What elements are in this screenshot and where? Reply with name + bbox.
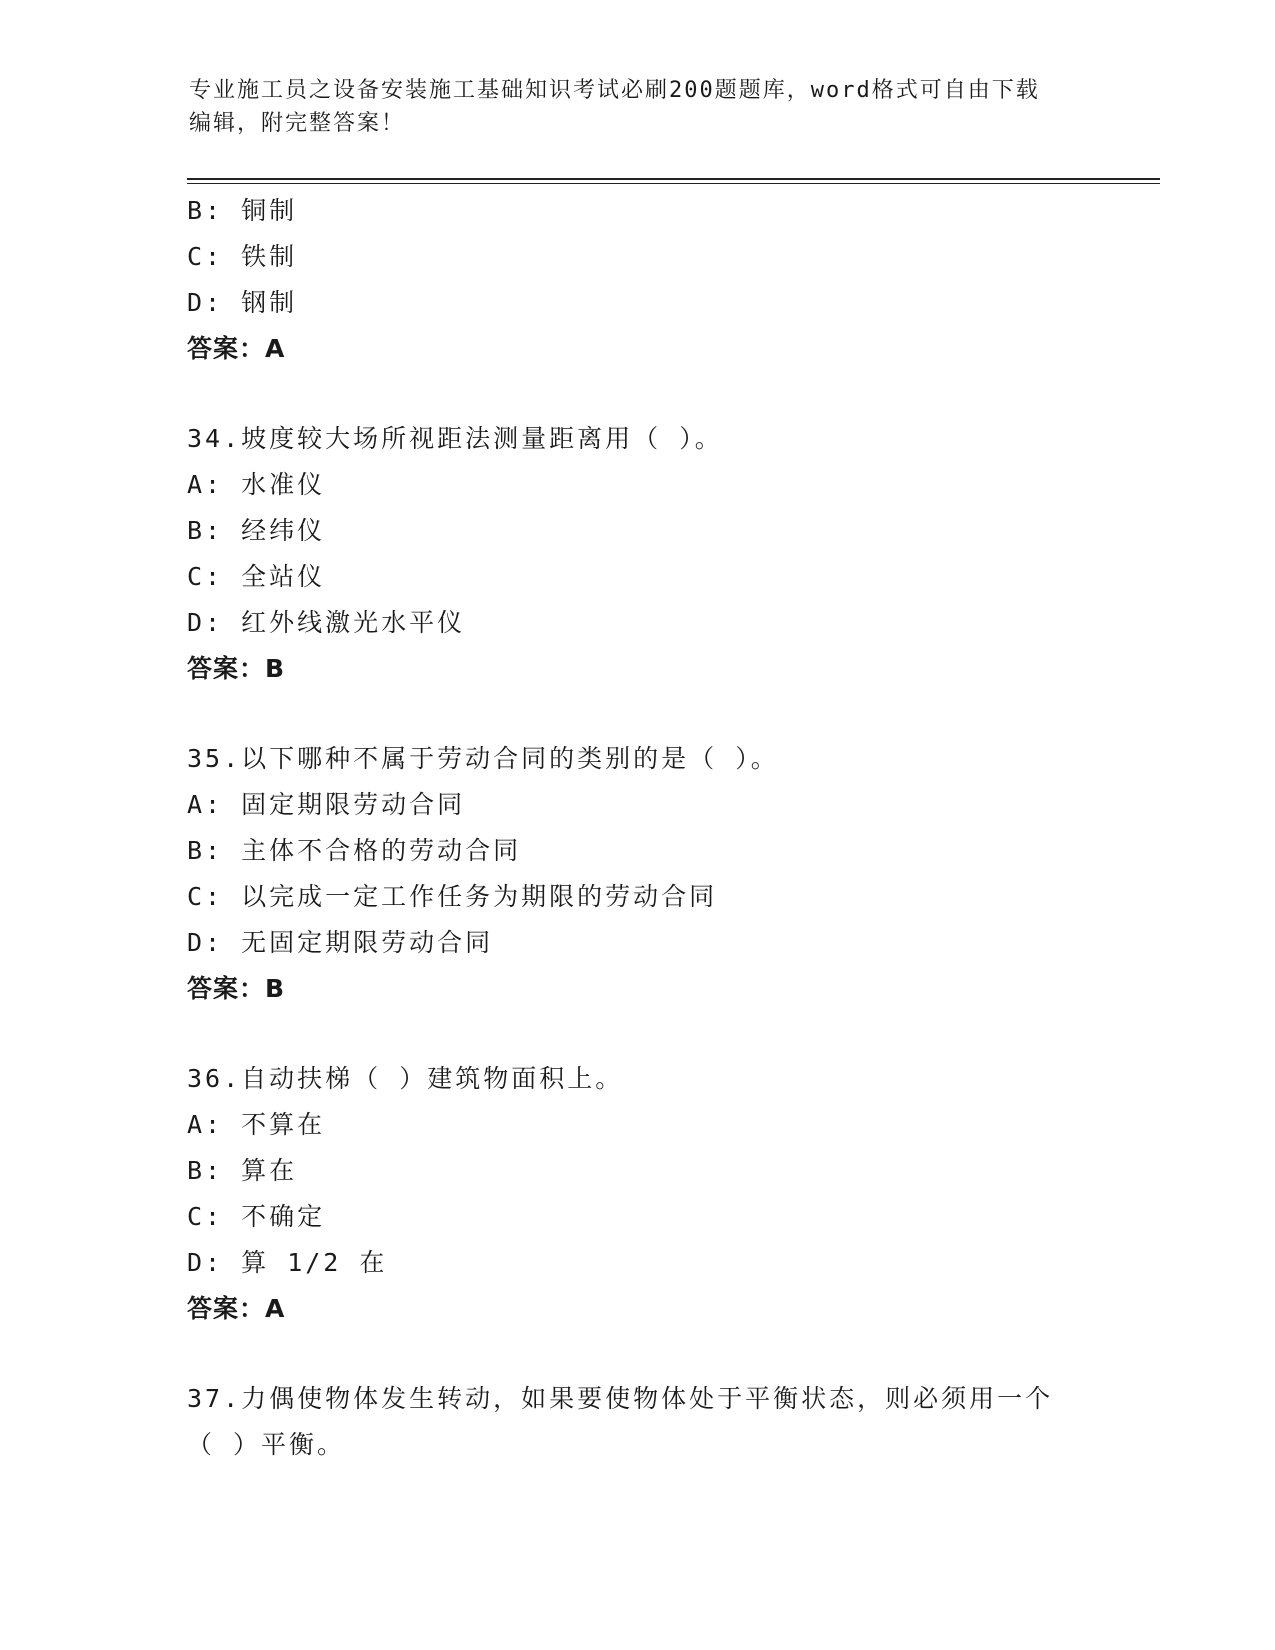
question-list	[187, 188, 1087, 1468]
option-a: A: 不算在	[187, 1110, 326, 1139]
answer-line: 答案：A	[187, 1294, 286, 1323]
question-block-37	[187, 1376, 1087, 1468]
header-divider-thick	[187, 178, 1160, 180]
question-block-34	[187, 416, 1087, 692]
option-b: B: 经纬仪	[187, 516, 326, 545]
answer-line: 答案：B	[187, 974, 286, 1003]
option-b: B: 铜制	[187, 196, 298, 225]
option-d: D: 算 1/2 在	[187, 1248, 388, 1277]
option-b: B: 主体不合格的劳动合同	[187, 836, 522, 865]
header-title-line-1: 专业施工员之设备安装施工基础知识考试必刷200题题库，word格式可自由下载	[189, 78, 1040, 103]
header-divider-thin	[187, 183, 1160, 184]
option-c: C: 全站仪	[187, 562, 326, 591]
question-stem: 36.自动扶梯（ ）建筑物面积上。	[187, 1064, 624, 1093]
question-stem: 35.以下哪种不属于劳动合同的类别的是（ ）。	[187, 744, 779, 773]
question-stem-line-2: （ ）平衡。	[187, 1430, 346, 1459]
option-c: C: 不确定	[187, 1202, 326, 1231]
question-block-36	[187, 1056, 1087, 1332]
option-c: C: 以完成一定工作任务为期限的劳动合同	[187, 882, 718, 911]
option-c: C: 铁制	[187, 242, 298, 271]
option-a: A: 水准仪	[187, 470, 326, 499]
question-block-33	[187, 188, 1087, 372]
document-header	[189, 74, 1089, 140]
answer-line: 答案：A	[187, 334, 286, 363]
answer-line: 答案：B	[187, 654, 286, 683]
header-title-line-2: 编辑，附完整答案！	[189, 111, 406, 136]
option-d: D: 钢制	[187, 288, 298, 317]
option-a: A: 固定期限劳动合同	[187, 790, 466, 819]
question-block-35	[187, 736, 1087, 1012]
question-stem: 34.坡度较大场所视距法测量距离用（ ）。	[187, 424, 723, 453]
option-d: D: 红外线激光水平仪	[187, 608, 466, 637]
option-d: D: 无固定期限劳动合同	[187, 928, 494, 957]
option-b: B: 算在	[187, 1156, 298, 1185]
question-stem-line-1: 37.力偶使物体发生转动，如果要使物体处于平衡状态，则必须用一个	[187, 1384, 1054, 1413]
